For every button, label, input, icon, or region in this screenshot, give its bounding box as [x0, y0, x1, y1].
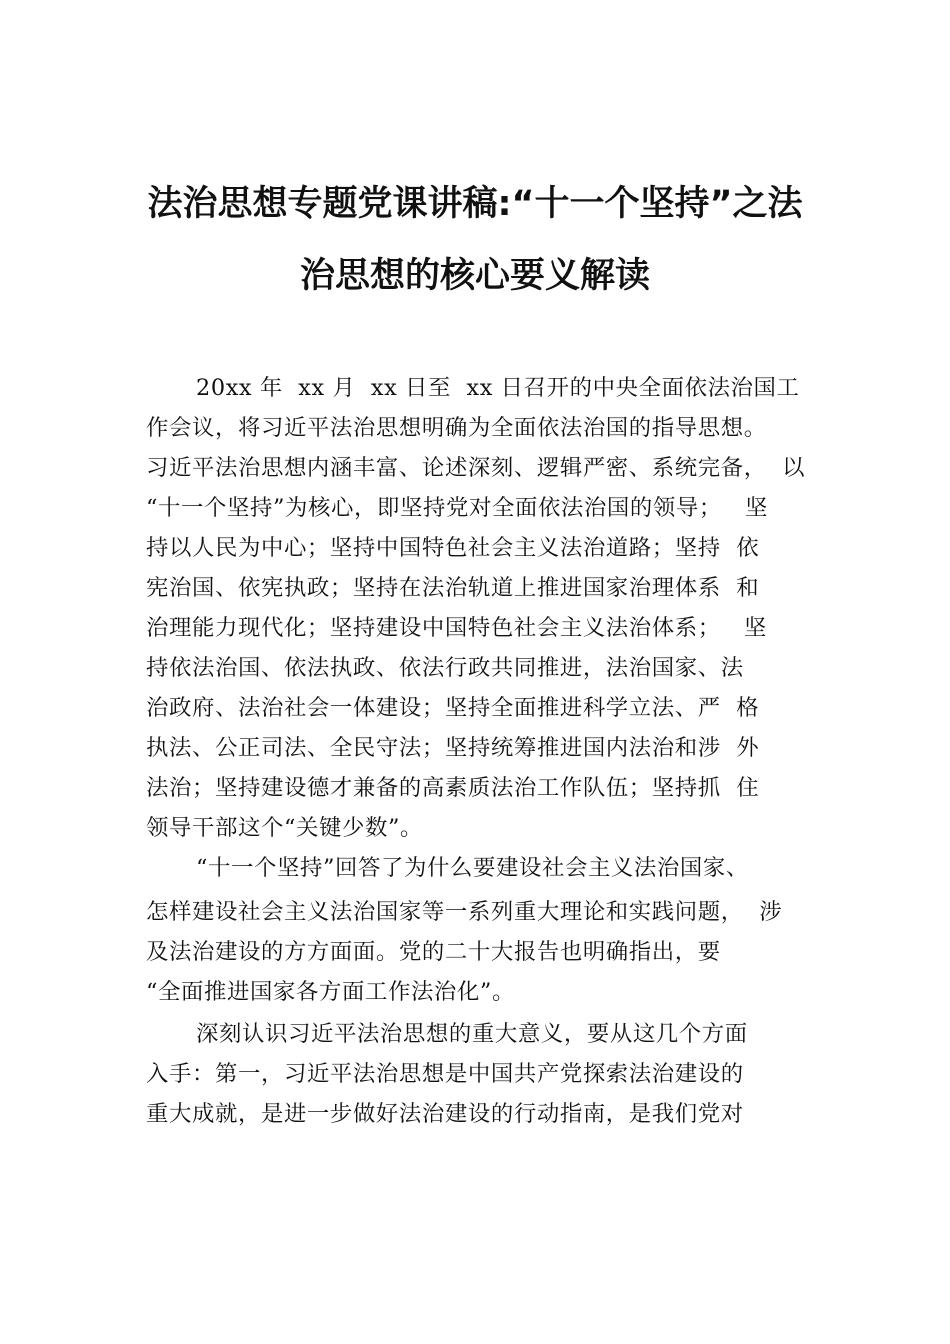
paragraph-3-line: 重大成就，是进一步做好法治建设的行动指南，是我们党对: [146, 1101, 744, 1127]
document-title-line-2: 治思想的核心要义解读: [299, 256, 650, 296]
paragraph-2-line: 怎样建设社会主义法治国家等一系列重大理论和实践问题， 涉: [146, 899, 783, 925]
paragraph-1-line: “十一个坚持”为核心，即坚持党对全面依法治国的领导； 坚: [146, 495, 769, 521]
paragraph-2-line: “十一个坚持”回答了为什么要建设社会主义法治国家、: [196, 855, 749, 881]
paragraph-1-line: 领导干部这个“关键少数”。: [146, 815, 423, 841]
document-title-line-1: 法治思想专题党课讲稿:“十一个坚持”之法: [147, 184, 803, 224]
paragraph-2-line: “全面推进国家各方面工作法治化”。: [146, 979, 515, 1005]
paragraph-1-line: 宪治国、依宪执政；坚持在法治轨道上推进国家治理体系 和: [146, 575, 760, 601]
paragraph-1-line: 治理能力现代化；坚持建设中国特色社会主义法治体系； 坚: [146, 615, 767, 641]
paragraph-1-line: 习近平法治思想内涵丰富、论述深刻、逻辑严密、系统完备， 以: [146, 455, 806, 481]
paragraph-3-line: 入手：第一，习近平法治思想是中国共产党探索法治建设的: [146, 1061, 744, 1087]
paragraph-1-line: 作会议，将习近平法治思想明确为全面依法治国的指导思想。: [146, 415, 767, 441]
paragraph-1-line: 法治；坚持建设德才兼备的高素质法治工作队伍；坚持抓 住: [146, 775, 760, 801]
paragraph-2-line: 及法治建设的方方面面。党的二十大报告也明确指出，要: [146, 939, 721, 965]
paragraph-1-line: 20xx 年 xx 月 xx 日至 xx 日召开的中央全面依法治国工: [196, 375, 800, 401]
paragraph-1-line: 持以人民为中心；坚持中国特色社会主义法治道路；坚持 依: [146, 535, 760, 561]
paragraph-3-line: 深刻认识习近平法治思想的重大意义，要从这几个方面: [196, 1021, 748, 1047]
paragraph-1-line: 治政府、法治社会一体建设；坚持全面推进科学立法、严 格: [146, 695, 760, 721]
paragraph-1-line: 持依法治国、依法执政、依法行政共同推进，法治国家、法: [146, 655, 744, 681]
paragraph-1-line: 执法、公正司法、全民守法；坚持统筹推进国内法治和涉 外: [146, 735, 760, 761]
